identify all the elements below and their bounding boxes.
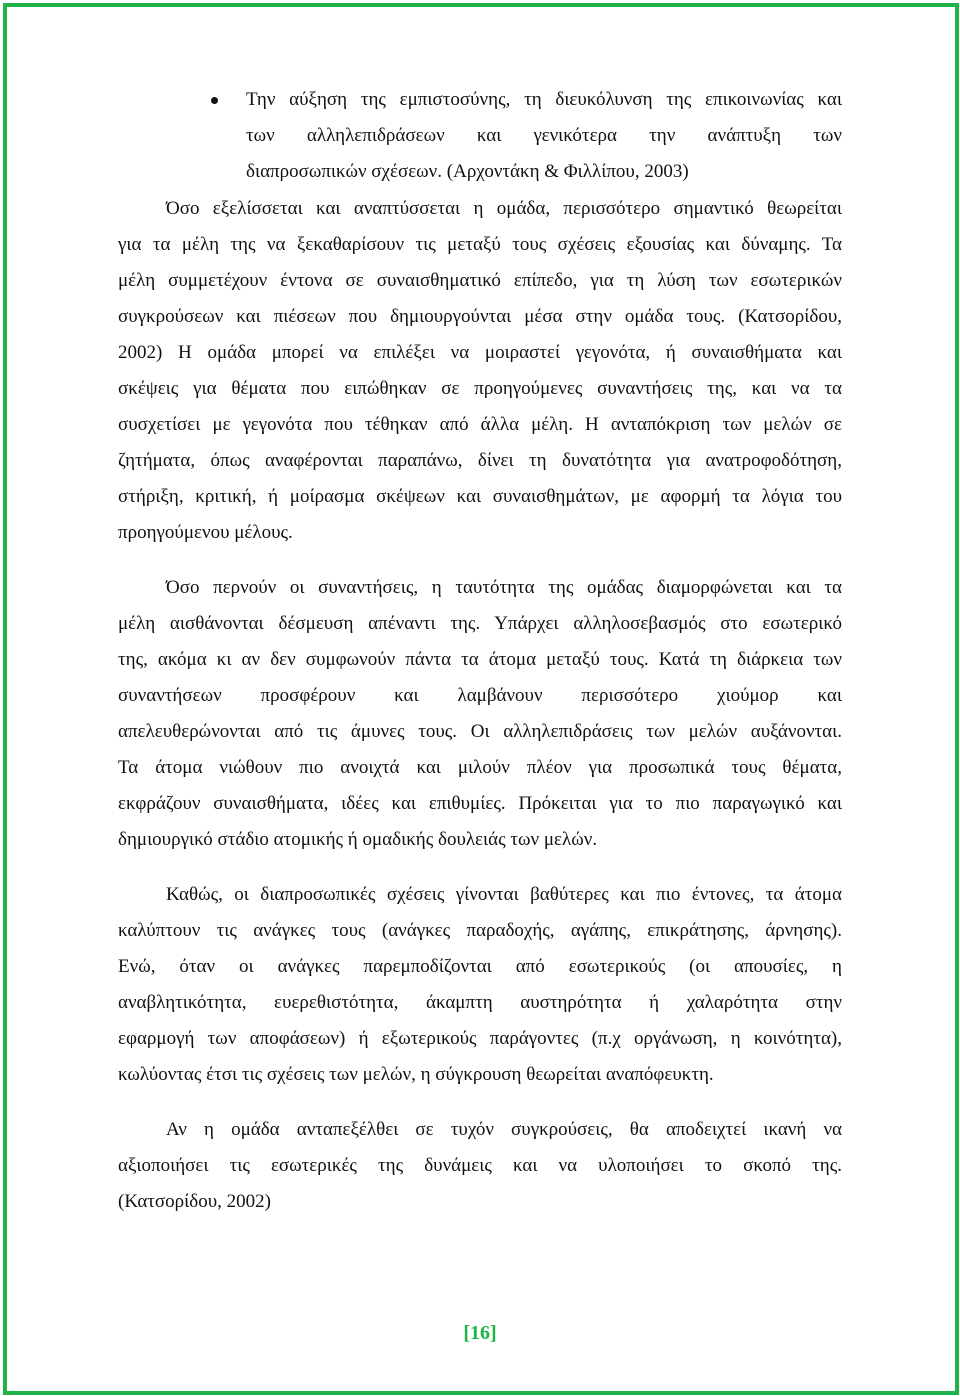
paragraph-3-line-6: κωλύοντας έτσι τις σχέσεις των μελών, η σύγκρουση θεωρείται αναπόφευκτη. (118, 1064, 714, 1085)
paragraph-2-line-4: συναντήσεων προσφέρουν και λαμβάνουν περισσότερο χιούμορ και (118, 685, 842, 706)
paragraph-1-line-10: προηγούμενου μέλους. (118, 522, 293, 543)
paragraph-1-line-1: Όσο εξελίσσεται και αναπτύσσεται η ομάδα, περισσότερο σημαντικό θεωρείται (166, 198, 842, 219)
paragraph-1-line-4: συγκρούσεων και πιέσεων που δημιουργούνται μέσα στην ομάδα τους. (Κατσορίδου, (118, 306, 842, 327)
paragraph-3-line-2: καλύπτουν τις ανάγκες τους (ανάγκες παραδοχής, αγάπης, επικράτησης, άρνησης). (118, 920, 842, 941)
paragraph-1-line-3: μέλη συμμετέχουν έντονα σε συναισθηματικό επίπεδο, για τη λύση των εσωτερικών (118, 270, 842, 291)
paragraph-1-line-6: σκέψεις για θέματα που ειπώθηκαν σε προηγούμενες συναντήσεις της, και να τα (118, 378, 842, 399)
paragraph-2-line-2: μέλη αισθάνονται δέσμευση απέναντι της. Υπάρχει αλληλοσεβασμός στο εσωτερικό (118, 613, 842, 634)
paragraph-1-line-7: συσχετίσει με γεγονότα που τέθηκαν από άλλα μέλη. Η ανταπόκριση των μελών σε (118, 414, 842, 435)
bullet-line-2: των αλληλεπιδράσεων και γενικότερα την ανάπτυξη των (246, 125, 842, 146)
paragraph-3-line-4: αναβλητικότητα, ευερεθιστότητα, άκαμπτη αυστηρότητα ή χαλαρότητα στην (118, 992, 842, 1013)
paragraph-2-line-1: Όσο περνούν οι συναντήσεις, η ταυτότητα της ομάδας διαμορφώνεται και τα (166, 577, 842, 598)
paragraph-2-line-7: εκφράζουν συναισθήματα, ιδέες και επιθυμίες. Πρόκειται για το πιο παραγωγικό και (118, 793, 842, 814)
bullet-icon (211, 97, 218, 104)
bullet-line-3: διαπροσωπικών σχέσεων. (Αρχοντάκη & Φιλλίπου, 2003) (246, 161, 689, 182)
paragraph-1-line-8: ζητήματα, όπως αναφέρονται παραπάνω, δίνει τη δυνατότητα για ανατροφοδότηση, (118, 450, 842, 471)
paragraph-1-line-5: 2002) Η ομάδα μπορεί να επιλέξει να μοιραστεί γεγονότα, ή συναισθήματα και (118, 342, 842, 363)
paragraph-2-line-5: απελευθερώνονται από τις άμυνες τους. Οι αλληλεπιδράσεις των μελών αυξάνονται. (118, 721, 842, 742)
paragraph-4-line-1: Αν η ομάδα ανταπεξέλθει σε τυχόν συγκρούσεις, θα αποδειχτεί ικανή να (166, 1119, 842, 1140)
paragraph-4-line-3: (Κατσορίδου, 2002) (118, 1191, 271, 1212)
paragraph-3-line-1: Καθώς, οι διαπροσωπικές σχέσεις γίνονται βαθύτερες και πιο έντονες, τα άτομα (166, 884, 842, 905)
bullet-line-1: Την αύξηση της εμπιστοσύνης, τη διευκόλυνση της επικοινωνίας και (246, 89, 842, 110)
paragraph-2-line-3: της, ακόμα κι αν δεν συμφωνούν πάντα τα άτομα μεταξύ τους. Κατά τη διάρκεια των (118, 649, 842, 670)
paragraph-4-line-2: αξιοποιήσει τις εσωτερικές της δυνάμεις και να υλοποιήσει το σκοπό της. (118, 1155, 842, 1176)
paragraph-1-line-2: για τα μέλη της να ξεκαθαρίσουν τις μεταξύ τους σχέσεις εξουσίας και δύναμης. Τα (118, 234, 842, 255)
paragraph-2-line-8: δημιουργικό στάδιο ατομικής ή ομαδικής δουλειάς των μελών. (118, 829, 598, 850)
paragraph-3-line-5: εφαρμογή των αποφάσεων) ή εξωτερικούς παράγοντες (π.χ οργάνωση, η κοινότητα), (118, 1028, 842, 1049)
paragraph-1-line-9: στήριξη, κριτική, ή μοίρασμα σκέψεων και συναισθημάτων, με αφορμή τα λόγια του (118, 486, 842, 507)
paragraph-3-line-3: Ενώ, όταν οι ανάγκες παρεμποδίζονται από εσωτερικούς (οι απουσίες, η (118, 956, 842, 977)
page-number: [16] (463, 1322, 497, 1344)
paragraph-2-line-6: Τα άτομα νιώθουν πιο ανοιχτά και μιλούν πλέον για προσωπικά τους θέματα, (118, 757, 842, 778)
